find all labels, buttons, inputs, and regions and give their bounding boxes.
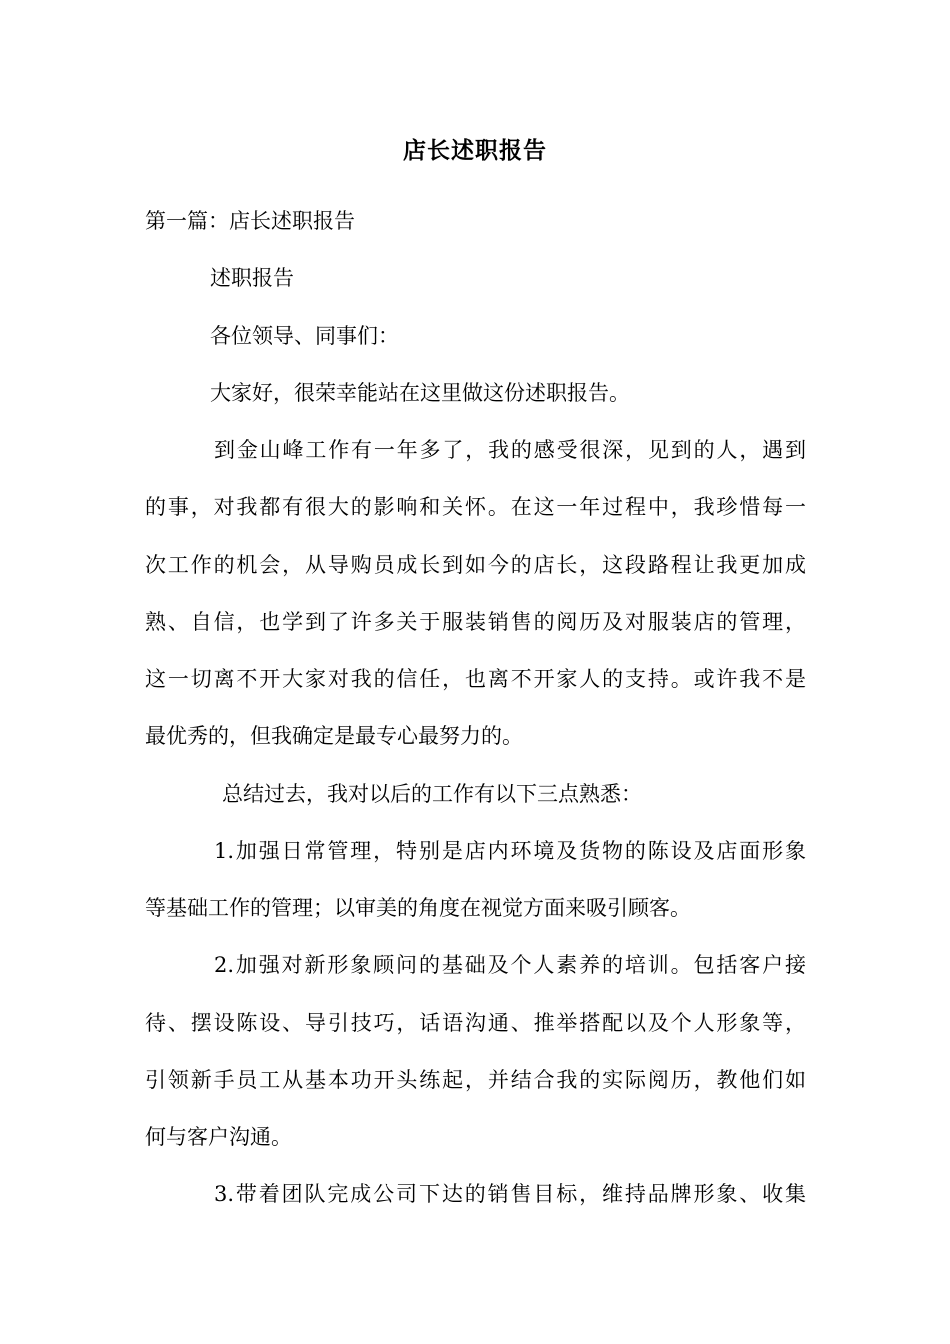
report-subtitle: 述职报告 (210, 266, 294, 290)
summary-intro: 总结过去，我对以后的工作有以下三点熟悉： (222, 782, 642, 806)
list-item-3-line: 3.带着团队完成公司下达的销售目标，维持品牌形象、收集 (214, 1182, 806, 1206)
list-item-2-line: 2.加强对新形象顾问的基础及个人素养的培训。包括客户接 (214, 953, 806, 977)
paragraph-line: 的事，对我都有很大的影响和关怀。在这一年过程中，我珍惜每一 (145, 495, 806, 519)
paragraph-line: 到金山峰工作有一年多了，我的感受很深，见到的人，遇到 (214, 438, 806, 462)
section-heading: 第一篇：店长述职报告 (145, 209, 355, 233)
list-item-2-line: 何与客户沟通。 (145, 1125, 292, 1149)
list-item-2-line: 引领新手员工从基本功开头练起，并结合我的实际阅历，教他们如 (145, 1068, 806, 1092)
paragraph-line: 这一切离不开大家对我的信任，也离不开家人的支持。或许我不是 (145, 667, 806, 691)
salutation: 各位领导、同事们： (210, 324, 399, 348)
paragraph-line: 次工作的机会，从导购员成长到如今的店长，这段路程让我更加成 (145, 553, 806, 577)
paragraph-line: 熟、自信，也学到了许多关于服装销售的阅历及对服装店的管理， (145, 610, 806, 634)
greeting-line: 大家好，很荣幸能站在这里做这份述职报告。 (210, 381, 630, 405)
list-item-1-line: 等基础工作的管理；以审美的角度在视觉方面来吸引顾客。 (145, 896, 691, 920)
list-item-2-line: 待、摆设陈设、导引技巧，话语沟通、推举搭配以及个人形象等， (145, 1011, 806, 1035)
document-title: 店长述职报告 (403, 137, 547, 164)
list-item-1-line: 1.加强日常管理，特别是店内环境及货物的陈设及店面形象 (214, 839, 806, 863)
paragraph-line: 最优秀的，但我确定是最专心最努力的。 (145, 724, 523, 748)
